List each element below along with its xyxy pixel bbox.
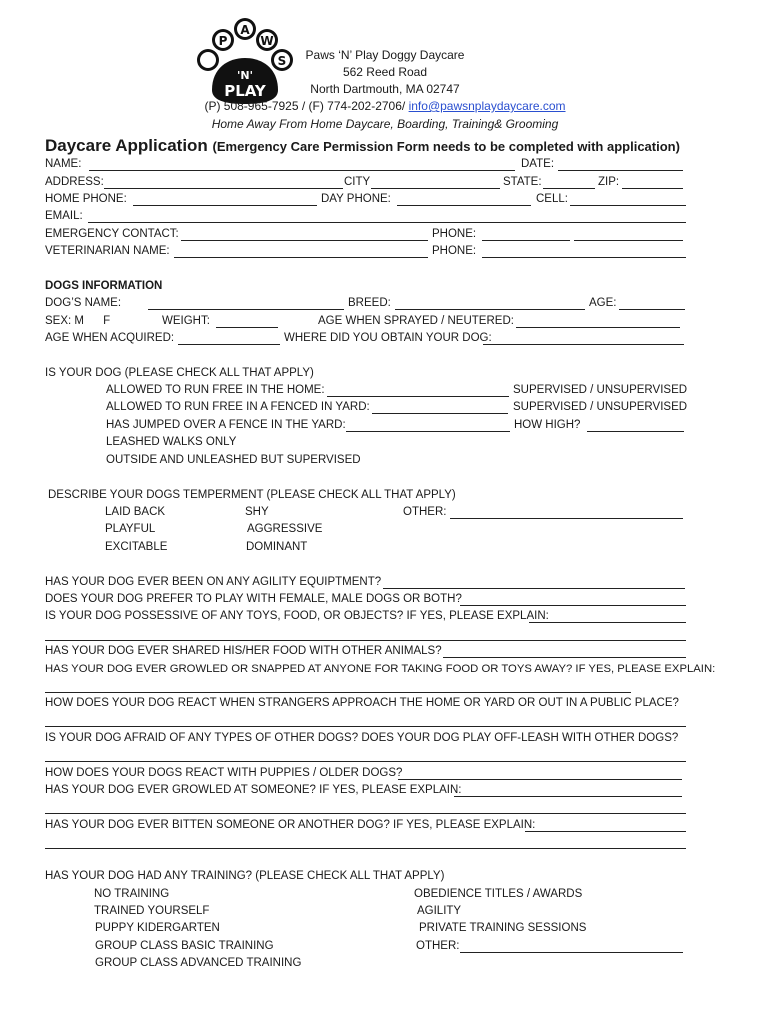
answer-growled-line-2[interactable]	[45, 813, 686, 814]
dog-name-label: DOG’S NAME:	[45, 297, 122, 309]
answer-puppies-field[interactable]	[398, 779, 682, 780]
question-shared-food: HAS YOUR DOG EVER SHARED HIS/HER FOOD WITH OTHER ANIMALS?	[45, 645, 442, 657]
temperament-heading: DESCRIBE YOUR DOGS TEMPERMENT (PLEASE CHECK ALL THAT APPLY)	[48, 489, 456, 501]
temperament-other-field[interactable]	[450, 518, 683, 519]
business-email-link[interactable]: info@pawsnplaydaycare.com	[408, 99, 566, 113]
emergency-contact-field[interactable]	[181, 240, 428, 241]
training-other-label: OTHER:	[416, 940, 460, 952]
vet-name-label: VETERINARIAN NAME:	[45, 245, 170, 257]
cell-field[interactable]	[570, 205, 686, 206]
age-label: AGE:	[589, 297, 617, 309]
business-name: Paws ‘N’ Play Doggy Daycare	[305, 48, 465, 62]
vet-phone-field[interactable]	[482, 257, 686, 258]
answer-growled-food-line[interactable]	[45, 692, 631, 693]
logo-mid-text: 'N'	[237, 69, 253, 82]
business-tagline: Home Away From Home Daycare, Boarding, Training& Grooming	[211, 117, 559, 131]
jumped-fence-label: HAS JUMPED OVER A FENCE IN THE YARD:	[106, 419, 346, 431]
answer-prefer-field[interactable]	[460, 605, 686, 606]
answer-shared-food-field[interactable]	[443, 657, 686, 658]
logo-letter-s: S	[277, 54, 287, 68]
home-phone-field[interactable]	[133, 205, 317, 206]
cell-label: CELL:	[536, 193, 568, 205]
training-puppy-kindergarten[interactable]: PUPPY KIDERGARTEN	[95, 922, 220, 934]
sex-label[interactable]: SEX: M F	[45, 315, 111, 327]
temperament-excitable[interactable]: EXCITABLE	[105, 541, 168, 553]
logo-letter-w: W	[260, 34, 274, 48]
logo-letter-p: P	[218, 34, 228, 48]
email-label: EMAIL:	[45, 210, 83, 222]
run-free-home-field[interactable]	[327, 396, 509, 397]
question-growled: HAS YOUR DOG EVER GROWLED AT SOMEONE? IF YES, PLEASE EXPLAIN:	[45, 784, 462, 796]
day-phone-field[interactable]	[397, 205, 531, 206]
weight-label: WEIGHT:	[162, 315, 210, 327]
logo-bottom-text: PLAY	[224, 82, 266, 100]
state-field[interactable]	[543, 188, 595, 189]
question-agility: HAS YOUR DOG EVER BEEN ON ANY AGILITY EQUIPTMENT?	[45, 576, 382, 588]
training-heading: HAS YOUR DOG HAD ANY TRAINING? (PLEASE CHECK ALL THAT APPLY)	[45, 870, 445, 882]
run-free-yard-label: ALLOWED TO RUN FREE IN A FENCED IN YARD:	[106, 401, 370, 413]
is-your-dog-heading: IS YOUR DOG (PLEASE CHECK ALL THAT APPLY)	[45, 367, 314, 379]
email-field[interactable]	[88, 222, 686, 223]
emergency-phone-field-2[interactable]	[574, 240, 683, 241]
age-acquired-label: AGE WHEN ACQUIRED:	[45, 332, 175, 344]
dogs-info-heading: DOGS INFORMATION	[45, 280, 163, 292]
answer-possessive-line-2[interactable]	[45, 640, 686, 641]
answer-bitten-line-2[interactable]	[45, 848, 686, 849]
temperament-other-label: OTHER:	[403, 506, 447, 518]
where-obtain-field[interactable]	[483, 344, 684, 345]
vet-phone-label: PHONE:	[432, 245, 477, 257]
day-phone-label: DAY PHONE:	[321, 193, 391, 205]
how-high-label: HOW HIGH?	[514, 419, 581, 431]
temperament-shy[interactable]: SHY	[245, 506, 269, 518]
date-label: DATE:	[521, 158, 555, 170]
answer-bitten-field[interactable]	[525, 831, 686, 832]
training-group-basic[interactable]: GROUP CLASS BASIC TRAINING	[95, 940, 274, 952]
answer-growled-field[interactable]	[454, 796, 682, 797]
state-label: STATE:	[503, 176, 542, 188]
where-obtain-label: WHERE DID YOU OBTAIN YOUR DOG:	[284, 332, 492, 344]
emergency-contact-label: EMERGENCY CONTACT:	[45, 228, 179, 240]
dog-name-field[interactable]	[148, 309, 344, 310]
training-agility[interactable]: AGILITY	[417, 905, 462, 917]
age-field[interactable]	[619, 309, 685, 310]
training-group-advanced[interactable]: GROUP CLASS ADVANCED TRAINING	[95, 957, 302, 969]
business-phones: (P) 508-965-7925 / (F) 774-202-2706/	[204, 99, 406, 113]
city-label: CITY	[344, 176, 371, 188]
breed-field[interactable]	[395, 309, 585, 310]
address-label: ADDRESS:	[45, 176, 104, 188]
vet-name-field[interactable]	[174, 257, 428, 258]
emergency-phone-label: PHONE:	[432, 228, 477, 240]
training-yourself[interactable]: TRAINED YOURSELF	[94, 905, 210, 917]
training-obedience[interactable]: OBEDIENCE TITLES / AWARDS	[414, 888, 583, 900]
logo-letter-a: A	[240, 23, 250, 37]
emergency-phone-field-1[interactable]	[482, 240, 570, 241]
temperament-laid-back[interactable]: LAID BACK	[105, 506, 166, 518]
question-afraid: IS YOUR DOG AFRAID OF ANY TYPES OF OTHER DOGS? DOES YOUR DOG PLAY OFF-LEASH WITH OTHER DOGS?	[45, 732, 679, 744]
business-contact	[175, 98, 595, 115]
outside-unleashed-option[interactable]: OUTSIDE AND UNLEASHED BUT SUPERVISED	[106, 454, 361, 466]
training-other-field[interactable]	[460, 952, 683, 953]
question-puppies: HOW DOES YOUR DOGS REACT WITH PUPPIES / OLDER DOGS?	[45, 767, 403, 779]
answer-afraid-line[interactable]	[45, 761, 686, 762]
date-field[interactable]	[558, 170, 683, 171]
business-street: 562 Reed Road	[342, 65, 428, 79]
age-acquired-field[interactable]	[178, 344, 280, 345]
question-growled-food: HAS YOUR DOG EVER GROWLED OR SNAPPED AT ANYONE FOR TAKING FOOD OR TOYS AWAY? IF YES, PLEASE EXPLAIN:	[45, 663, 716, 675]
name-label: NAME:	[45, 158, 82, 170]
form-title-main: Daycare Application	[45, 136, 208, 155]
form-title	[45, 137, 680, 156]
home-phone-label: HOME PHONE:	[45, 193, 127, 205]
run-free-yard-supervised[interactable]: SUPERVISED / UNSUPERVISED	[513, 401, 688, 413]
breed-label: BREED:	[348, 297, 391, 309]
weight-field[interactable]	[216, 327, 278, 328]
temperament-playful[interactable]: PLAYFUL	[105, 523, 156, 535]
age-spayed-field[interactable]	[516, 327, 680, 328]
run-free-home-label: ALLOWED TO RUN FREE IN THE HOME:	[106, 384, 325, 396]
temperament-aggressive[interactable]: AGGRESSIVE	[247, 523, 323, 535]
age-spayed-label: AGE WHEN SPRAYED / NEUTERED:	[318, 315, 514, 327]
run-free-yard-field[interactable]	[372, 413, 508, 414]
name-field[interactable]	[89, 170, 515, 171]
question-bitten: HAS YOUR DOG EVER BITTEN SOMEONE OR ANOTHER DOG? IF YES, PLEASE EXPLAIN:	[45, 819, 536, 831]
training-none[interactable]: NO TRAINING	[94, 888, 170, 900]
form-title-subtitle: (Emergency Care Permission Form needs to be completed with application)	[212, 139, 680, 154]
leashed-walks-option[interactable]: LEASHED WALKS ONLY	[106, 436, 237, 448]
answer-agility-field[interactable]	[383, 588, 685, 589]
training-private[interactable]: PRIVATE TRAINING SESSIONS	[419, 922, 587, 934]
run-free-home-supervised[interactable]: SUPERVISED / UNSUPERVISED	[513, 384, 688, 396]
zip-field[interactable]	[622, 188, 683, 189]
temperament-dominant[interactable]: DOMINANT	[246, 541, 308, 553]
answer-possessive-field[interactable]	[529, 622, 686, 623]
how-high-field[interactable]	[587, 431, 684, 432]
zip-label: ZIP:	[598, 176, 620, 188]
business-city: North Dartmouth, MA 02747	[310, 82, 460, 96]
answer-strangers-line[interactable]	[45, 726, 686, 727]
question-possessive: IS YOUR DOG POSSESSIVE OF ANY TOYS, FOOD, OR OBJECTS? IF YES, PLEASE EXPLAIN:	[45, 610, 549, 622]
address-field[interactable]	[104, 188, 343, 189]
jumped-fence-field[interactable]	[346, 431, 510, 432]
question-strangers: HOW DOES YOUR DOG REACT WHEN STRANGERS APPROACH THE HOME OR YARD OR OUT IN A PUBLIC PLACE?	[45, 697, 679, 709]
question-prefer: DOES YOUR DOG PREFER TO PLAY WITH FEMALE, MALE DOGS OR BOTH?	[45, 593, 462, 605]
city-field[interactable]	[371, 188, 500, 189]
